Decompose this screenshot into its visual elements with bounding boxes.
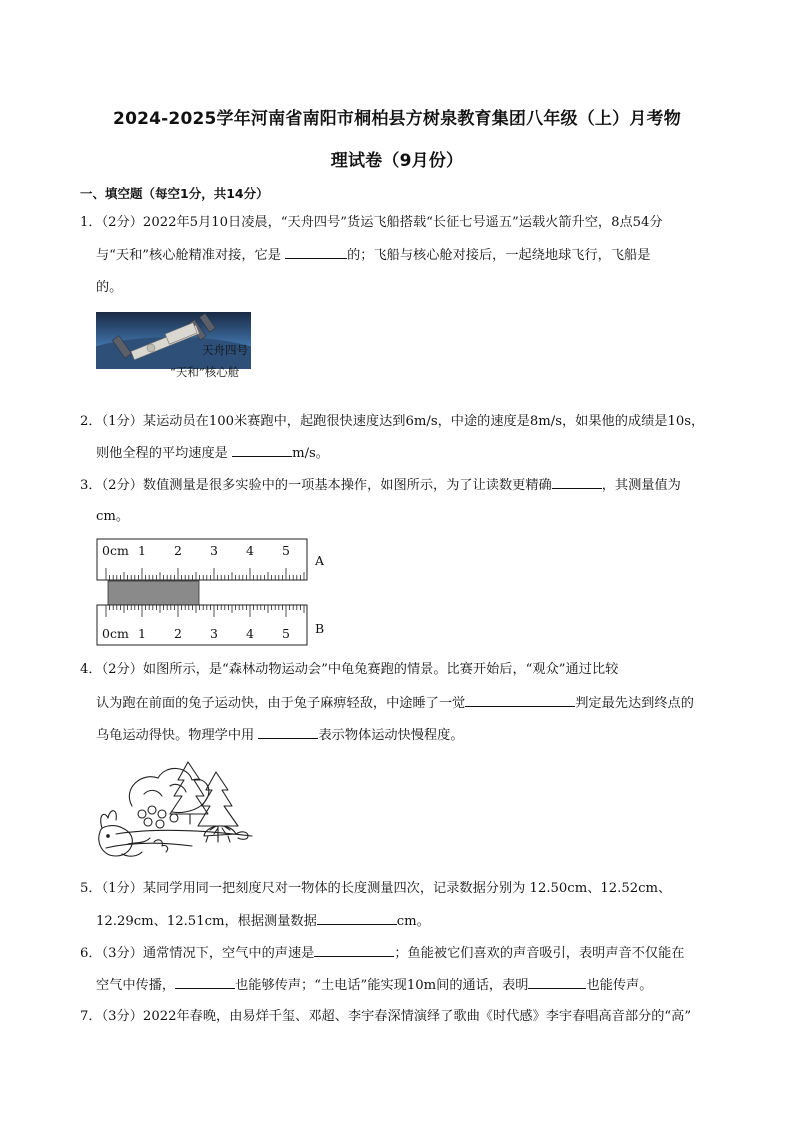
q2-blank1 — [232, 444, 292, 457]
q4-blank2 — [258, 726, 318, 739]
q6-blank2 — [175, 976, 235, 989]
q3-line1-b: ，其测量值为 — [601, 478, 681, 493]
q6-line2-a: 空气中传播， — [96, 978, 176, 993]
tortoise-hare-svg — [92, 758, 262, 866]
ruler-tick-label: 0cm — [102, 543, 129, 558]
spacecraft-image — [96, 312, 251, 379]
q2-line2-a: 则他全程的平均速度是 — [96, 446, 233, 461]
dust-cloud — [154, 840, 168, 852]
q5-line2 — [96, 912, 430, 931]
ruler-tick-label: 1 — [138, 626, 146, 641]
rulers-figure — [94, 538, 334, 648]
q5-line2-b: cm。 — [396, 914, 430, 929]
q1-line3: 的。 — [96, 280, 123, 295]
q4-line2-a: 认为跑在前面的兔子运动快，由于兔子麻痹轻敌，中途睡了一觉 — [96, 696, 466, 711]
spacecraft-illustration — [96, 312, 251, 369]
q3-line1-a: 3．（2分）数值测量是很多实验中的一项基本操作，如图所示，为了让读数更精确 — [80, 478, 552, 493]
q3-line1 — [80, 476, 681, 495]
ruler-tick-label: 3 — [210, 543, 218, 558]
q1-line2 — [96, 246, 650, 265]
ruler-tick-label: 4 — [246, 543, 254, 558]
rulers-svg — [94, 538, 334, 648]
ground-line — [116, 830, 252, 836]
q6-line1-b: ；鱼能被它们喜欢的声音吸引，表明声音不仅能在 — [394, 946, 685, 961]
q5-line1: 5．（1分）某同学用同一把刻度尺对一物体的长度测量四次，记录数据分别为 12.50cm、12.52cm、 — [80, 881, 672, 896]
ruler-tick-label: 2 — [174, 543, 182, 558]
ruler-tick-label: 5 — [282, 543, 290, 558]
ruler-tick-label: 1 — [138, 543, 146, 558]
section-heading: 一、填空题（每空1分，共14分） — [80, 186, 269, 201]
ruler-tick-label: 5 — [282, 626, 290, 641]
q6-line2-c: 也能传声。 — [586, 978, 653, 993]
q3-blank1 — [552, 476, 602, 489]
spacecraft-label-tianzhou: 天舟四号 — [202, 343, 248, 357]
ruler-tick-label: 3 — [210, 626, 218, 641]
q6-blank1 — [314, 944, 394, 957]
q5-blank1 — [317, 912, 397, 925]
q6-line1-a: 6．（3分）通常情况下，空气中的声速是 — [80, 946, 315, 961]
q4-line3-a: 乌龟运动得快。物理学中用 — [96, 728, 259, 743]
page-title-line2: 理试卷（9月份） — [330, 151, 464, 171]
q4-line2 — [96, 694, 694, 713]
q4-line1: 4．（2分）如图所示，是“森林动物运动会”中龟兔赛跑的情景。比赛开始后，“观众”通过比较 — [80, 662, 619, 677]
measured-object — [108, 581, 199, 605]
hare-eye — [107, 835, 110, 838]
q2-line2-b: m/s。 — [292, 446, 329, 461]
q1-line1: 1．（2分）2022年5月10日凌晨，“天舟四号”货运飞船搭载“长征七号遥五”运载火箭升空，8点54分 — [80, 215, 663, 230]
q1-line2-b: 的；飞船与核心舱对接后，一起绕地球飞行，飞船是 — [347, 248, 651, 263]
q3-line2: cm。 — [96, 509, 130, 524]
hare-body — [99, 826, 133, 856]
q2-line1: 2．（1分）某运动员在100米赛跑中，起跑很快速度达到6m/s，中途的速度是8m/s，如果他的成绩是10s， — [80, 414, 705, 429]
tortoise-shell — [204, 826, 236, 836]
spacecraft-label-tianhe: “天和”核心舱 — [170, 365, 240, 379]
q2-line2 — [96, 444, 329, 463]
ruler-b-label: B — [315, 621, 325, 636]
ruler-tick-label: 2 — [174, 626, 182, 641]
pine-tree-right — [198, 772, 238, 826]
page-title-line1: 2024-2025学年河南省南阳市桐柏县方树泉教育集团八年级（上）月考物 — [113, 109, 681, 129]
q6-line2-b: 也能够传声；“土电话”能实现10m间的通话，表明 — [235, 978, 529, 993]
q6-blank3 — [528, 976, 586, 989]
ruler-a-label: A — [315, 553, 325, 568]
q4-line2-b: 判定最先达到终点的 — [575, 696, 694, 711]
tortoise-legs — [206, 836, 230, 842]
q4-line3 — [96, 726, 464, 745]
q1-blank1 — [285, 246, 347, 259]
q6-line1 — [80, 944, 685, 963]
q1-line2-a: 与“天和”核心舱精准对接，它是 — [96, 248, 286, 263]
ground-line-lower — [106, 843, 192, 848]
q4-blank1 — [465, 694, 575, 707]
q4-line3-b: 表示物体运动快慢程度。 — [318, 728, 464, 743]
tortoise-hare-illustration — [92, 758, 262, 866]
ruler-tick-label: 0cm — [102, 626, 129, 641]
q6-line2 — [96, 976, 652, 995]
q5-line2-a: 12.29cm、12.51cm，根据测量数据 — [96, 914, 317, 929]
q7-line1: 7．（3分）2022年春晚，由易烊千玺、邓超、李宇春深情演绎了歌曲《时代感》李宇春唱高音部分的“高” — [80, 1009, 692, 1024]
ruler-tick-label: 4 — [246, 626, 254, 641]
